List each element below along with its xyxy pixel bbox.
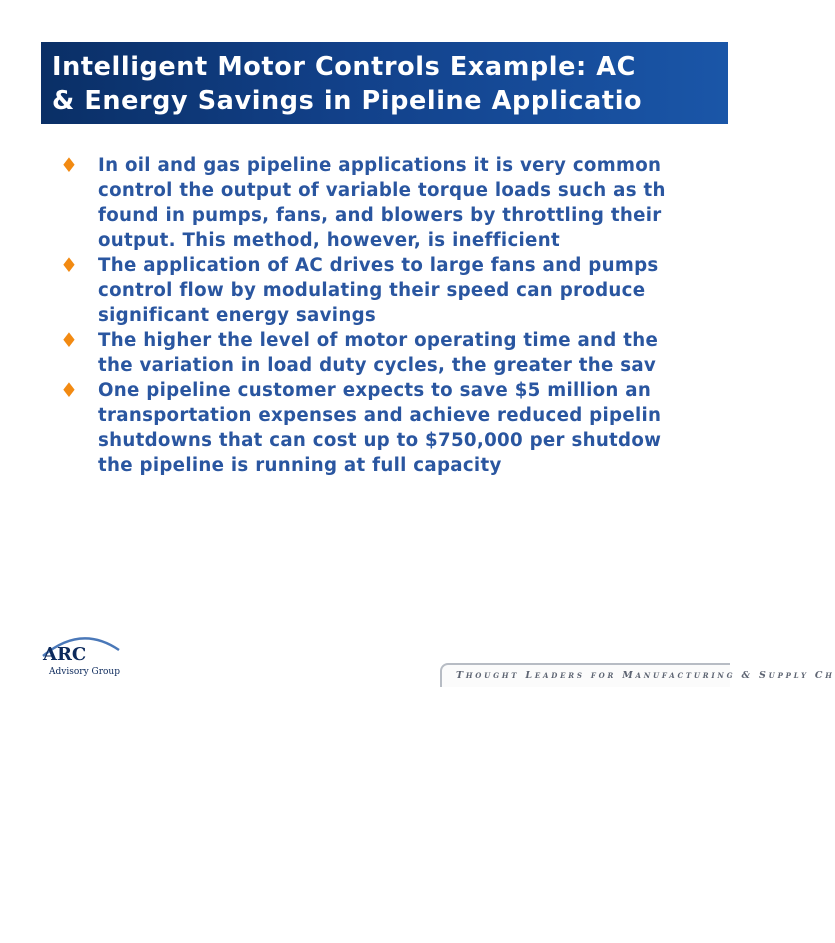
logo-text: ARC: [43, 644, 87, 665]
logo-subtitle: Advisory Group: [49, 667, 120, 677]
bullet-text-line: control the output of variable torque loads such as th: [98, 180, 666, 201]
slide-title-line-2: & Energy Savings in Pipeline Applicatio: [52, 86, 643, 116]
diamond-bullet-icon: ♦: [60, 253, 78, 277]
diamond-bullet-icon: ♦: [60, 378, 78, 402]
bullet-text-line: shutdowns that can cost up to $750,000 per shutdow: [98, 430, 662, 451]
slide-title-line-1: Intelligent Motor Controls Example: AC: [52, 52, 636, 82]
tagline-banner: [440, 663, 835, 687]
bullet-text-line: found in pumps, fans, and blowers by throttling their: [98, 205, 662, 226]
tagline-text: Thought Leaders for Manufacturing & Supply Ch: [456, 670, 835, 681]
bullet-text-line: One pipeline customer expects to save $5 million an: [98, 380, 652, 401]
bullet-list: [60, 153, 728, 478]
arc-advisory-logo: [41, 636, 121, 684]
bullet-text-line: The application of AC drives to large fans and pumps: [98, 255, 659, 276]
bullet-item: [60, 378, 728, 478]
diamond-bullet-icon: ♦: [60, 153, 78, 177]
bullet-text-line: control flow by modulating their speed can produce: [98, 280, 646, 301]
bullet-text-line: the variation in load duty cycles, the greater the sav: [98, 355, 657, 376]
bullet-text-line: The higher the level of motor operating time and the: [98, 330, 659, 351]
bullet-text-line: significant energy savings: [98, 305, 377, 326]
bullet-text-line: In oil and gas pipeline applications it is very common: [98, 155, 662, 176]
bullet-item: [60, 328, 728, 378]
bullet-item: [60, 253, 728, 328]
bullet-text-line: output. This method, however, is inefficient: [98, 230, 560, 251]
diamond-bullet-icon: ♦: [60, 328, 78, 352]
title-bar: [41, 42, 728, 124]
bullet-text-line: transportation expenses and achieve reduced pipelin: [98, 405, 662, 426]
bullet-item: [60, 153, 728, 253]
bullet-text-line: the pipeline is running at full capacity: [98, 455, 502, 476]
